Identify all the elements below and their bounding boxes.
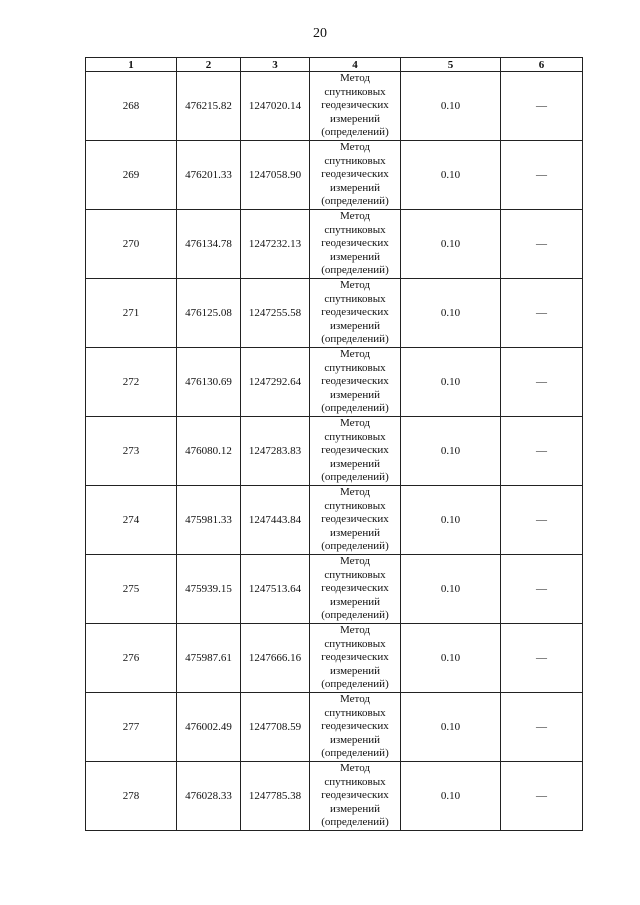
method-line: спутниковых — [324, 568, 386, 581]
method-cell — [310, 210, 401, 279]
y-coordinate-cell: 1247292.64 — [241, 348, 310, 417]
point-number-cell: 268 — [86, 72, 177, 141]
method-line: измерений — [330, 457, 380, 470]
method-line: измерений — [330, 802, 380, 815]
method-cell — [310, 72, 401, 141]
method-line: Метод — [340, 486, 370, 499]
method-line: спутниковых — [324, 292, 386, 305]
method-line: (определений) — [321, 678, 389, 691]
point-number-cell: 277 — [86, 693, 177, 762]
method-line: (определений) — [321, 333, 389, 346]
accuracy-cell: 0.10 — [401, 348, 501, 417]
method-line: измерений — [330, 250, 380, 263]
x-coordinate-cell: 476215.82 — [177, 72, 241, 141]
y-coordinate-cell: 1247708.59 — [241, 693, 310, 762]
method-cell — [310, 348, 401, 417]
method-line: (определений) — [321, 540, 389, 553]
table-row — [86, 693, 583, 762]
method-line: измерений — [330, 733, 380, 746]
note-cell: — — [501, 486, 583, 555]
point-number-cell: 272 — [86, 348, 177, 417]
point-number-cell: 278 — [86, 762, 177, 831]
table-row — [86, 555, 583, 624]
point-number-cell: 274 — [86, 486, 177, 555]
method-line: измерений — [330, 595, 380, 608]
method-line: спутниковых — [324, 223, 386, 236]
y-coordinate-cell: 1247666.16 — [241, 624, 310, 693]
note-cell: — — [501, 762, 583, 831]
header-col-4: 4 — [310, 58, 401, 72]
note-cell: — — [501, 279, 583, 348]
method-cell — [310, 486, 401, 555]
y-coordinate-cell: 1247020.14 — [241, 72, 310, 141]
method-line: Метод — [340, 762, 370, 775]
coordinates-table — [85, 57, 583, 831]
method-line: Метод — [340, 693, 370, 706]
accuracy-cell: 0.10 — [401, 72, 501, 141]
method-line: Метод — [340, 279, 370, 292]
y-coordinate-cell: 1247443.84 — [241, 486, 310, 555]
table-row — [86, 279, 583, 348]
method-line: геодезических — [321, 651, 389, 664]
header-col-2: 2 — [177, 58, 241, 72]
note-cell: — — [501, 555, 583, 624]
table-row — [86, 348, 583, 417]
method-line: измерений — [330, 664, 380, 677]
x-coordinate-cell: 476002.49 — [177, 693, 241, 762]
y-coordinate-cell: 1247232.13 — [241, 210, 310, 279]
method-line: Метод — [340, 417, 370, 430]
y-coordinate-cell: 1247058.90 — [241, 141, 310, 210]
method-line: Метод — [340, 624, 370, 637]
method-cell — [310, 693, 401, 762]
method-line: геодезических — [321, 99, 389, 112]
x-coordinate-cell: 476201.33 — [177, 141, 241, 210]
table-header-row — [86, 58, 583, 72]
method-cell — [310, 762, 401, 831]
accuracy-cell: 0.10 — [401, 417, 501, 486]
method-line: геодезических — [321, 720, 389, 733]
point-number-cell: 271 — [86, 279, 177, 348]
method-line: спутниковых — [324, 85, 386, 98]
point-number-cell: 275 — [86, 555, 177, 624]
page-number: 20 — [313, 26, 327, 41]
x-coordinate-cell: 476130.69 — [177, 348, 241, 417]
note-cell: — — [501, 210, 583, 279]
method-cell — [310, 624, 401, 693]
method-cell — [310, 555, 401, 624]
table-row — [86, 624, 583, 693]
method-cell — [310, 279, 401, 348]
table-row — [86, 486, 583, 555]
method-line: спутниковых — [324, 637, 386, 650]
note-cell: — — [501, 624, 583, 693]
point-number-cell: 270 — [86, 210, 177, 279]
x-coordinate-cell: 475987.61 — [177, 624, 241, 693]
method-line: спутниковых — [324, 361, 386, 374]
method-line: геодезических — [321, 306, 389, 319]
method-line: (определений) — [321, 747, 389, 760]
header-col-5: 5 — [401, 58, 501, 72]
method-line: спутниковых — [324, 499, 386, 512]
method-line: (определений) — [321, 816, 389, 829]
method-cell — [310, 417, 401, 486]
table-row — [86, 141, 583, 210]
method-line: геодезических — [321, 444, 389, 457]
note-cell: — — [501, 693, 583, 762]
x-coordinate-cell: 475981.33 — [177, 486, 241, 555]
method-line: спутниковых — [324, 430, 386, 443]
method-line: (определений) — [321, 609, 389, 622]
accuracy-cell: 0.10 — [401, 762, 501, 831]
y-coordinate-cell: 1247255.58 — [241, 279, 310, 348]
header-col-6: 6 — [501, 58, 583, 72]
table-row — [86, 762, 583, 831]
method-line: измерений — [330, 181, 380, 194]
method-line: спутниковых — [324, 706, 386, 719]
header-col-1: 1 — [86, 58, 177, 72]
method-line: (определений) — [321, 126, 389, 139]
method-line: спутниковых — [324, 154, 386, 167]
accuracy-cell: 0.10 — [401, 624, 501, 693]
note-cell: — — [501, 72, 583, 141]
table-row — [86, 72, 583, 141]
table-body — [86, 72, 583, 831]
method-line: геодезических — [321, 789, 389, 802]
accuracy-cell: 0.10 — [401, 279, 501, 348]
method-line: (определений) — [321, 471, 389, 484]
x-coordinate-cell: 476028.33 — [177, 762, 241, 831]
method-line: (определений) — [321, 195, 389, 208]
header-col-3: 3 — [241, 58, 310, 72]
x-coordinate-cell: 475939.15 — [177, 555, 241, 624]
method-line: Метод — [340, 210, 370, 223]
method-line: (определений) — [321, 402, 389, 415]
method-line: геодезических — [321, 237, 389, 250]
x-coordinate-cell: 476125.08 — [177, 279, 241, 348]
note-cell: — — [501, 348, 583, 417]
method-line: геодезических — [321, 375, 389, 388]
method-line: геодезических — [321, 513, 389, 526]
table-row — [86, 417, 583, 486]
method-line: геодезических — [321, 168, 389, 181]
method-line: измерений — [330, 112, 380, 125]
method-line: Метод — [340, 141, 370, 154]
accuracy-cell: 0.10 — [401, 486, 501, 555]
y-coordinate-cell: 1247785.38 — [241, 762, 310, 831]
x-coordinate-cell: 476080.12 — [177, 417, 241, 486]
accuracy-cell: 0.10 — [401, 210, 501, 279]
y-coordinate-cell: 1247283.83 — [241, 417, 310, 486]
table-row — [86, 210, 583, 279]
method-line: Метод — [340, 348, 370, 361]
accuracy-cell: 0.10 — [401, 693, 501, 762]
accuracy-cell: 0.10 — [401, 141, 501, 210]
method-cell — [310, 141, 401, 210]
method-line: спутниковых — [324, 775, 386, 788]
y-coordinate-cell: 1247513.64 — [241, 555, 310, 624]
method-line: измерений — [330, 388, 380, 401]
point-number-cell: 269 — [86, 141, 177, 210]
method-line: измерений — [330, 319, 380, 332]
point-number-cell: 273 — [86, 417, 177, 486]
method-line: геодезических — [321, 582, 389, 595]
method-line: измерений — [330, 526, 380, 539]
point-number-cell: 276 — [86, 624, 177, 693]
method-line: Метод — [340, 72, 370, 85]
x-coordinate-cell: 476134.78 — [177, 210, 241, 279]
method-line: Метод — [340, 555, 370, 568]
method-line: (определений) — [321, 264, 389, 277]
note-cell: — — [501, 417, 583, 486]
note-cell: — — [501, 141, 583, 210]
accuracy-cell: 0.10 — [401, 555, 501, 624]
